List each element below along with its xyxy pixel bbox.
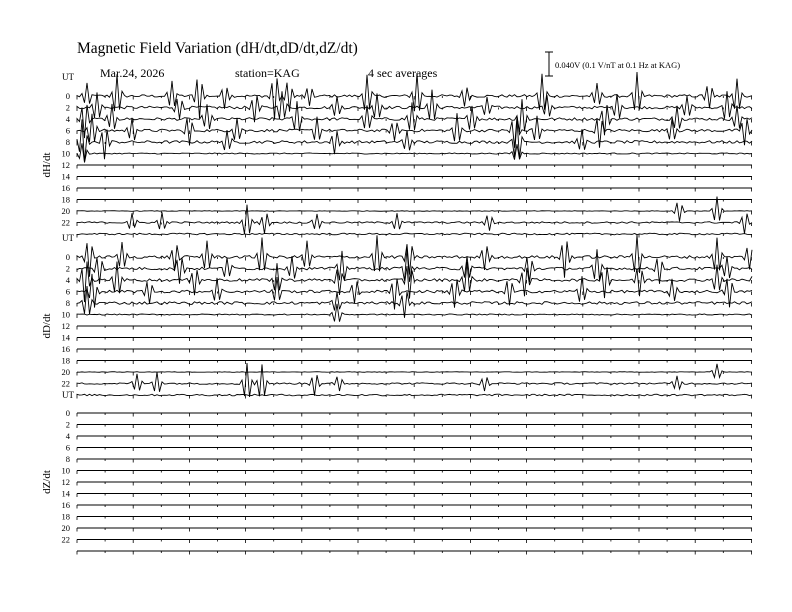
panel-dZ-dt <box>41 390 752 555</box>
hour-label: 4 <box>65 275 70 285</box>
panel-dD-dt <box>41 233 752 399</box>
scale-bar-label: 0.040V (0.1 V/nT at 0.1 Hz at KAG) <box>555 60 681 70</box>
panels-group <box>41 72 752 555</box>
trace-line <box>77 363 752 397</box>
hour-label: 6 <box>65 442 70 453</box>
ut-label: UT <box>62 72 74 82</box>
hour-label: 16 <box>61 344 70 354</box>
hour-label: 10 <box>61 148 70 159</box>
trace-line <box>77 286 752 318</box>
hour-label: 22 <box>61 217 70 228</box>
hour-label: 20 <box>61 206 70 216</box>
panel-dH-dt <box>41 72 752 238</box>
hour-label: 18 <box>61 355 70 366</box>
hour-label: 4 <box>65 431 70 441</box>
hour-label: 14 <box>61 488 70 499</box>
hour-label: 10 <box>61 309 70 320</box>
ut-label: UT <box>62 233 74 243</box>
hour-label: 2 <box>65 102 70 113</box>
scale-bar <box>545 52 553 76</box>
y-axis-label: dD/dt <box>41 313 53 339</box>
hour-label: 0 <box>65 91 70 101</box>
trace-line <box>77 143 752 162</box>
hour-label: 8 <box>65 454 70 464</box>
trace-line <box>77 394 752 396</box>
hour-label: 12 <box>61 477 70 487</box>
hour-label: 14 <box>61 332 70 343</box>
station-label: station=KAG <box>235 66 300 80</box>
hour-label: 6 <box>65 286 70 297</box>
hour-label: 16 <box>61 500 70 510</box>
hour-label: 12 <box>61 321 70 331</box>
y-axis-label: dZ/dt <box>41 470 53 494</box>
hour-label: 20 <box>61 367 70 377</box>
hour-label: 8 <box>65 137 70 147</box>
trace-line <box>77 205 752 234</box>
hour-label: 2 <box>65 419 70 430</box>
hour-label: 0 <box>65 408 70 418</box>
hour-label: 22 <box>61 378 70 389</box>
hour-label: 6 <box>65 125 70 136</box>
chart-title: Magnetic Field Variation (dH/dt,dD/dt,dZ/dt) <box>77 40 358 57</box>
hour-label: 0 <box>65 252 70 262</box>
hour-label: 2 <box>65 263 70 274</box>
date-label: Mar.24, 2026 <box>100 66 165 80</box>
hour-label: 20 <box>61 523 70 533</box>
hour-label: 18 <box>61 511 70 522</box>
hour-label: 12 <box>61 160 70 170</box>
hour-label: 22 <box>61 534 70 545</box>
hour-label: 18 <box>61 194 70 205</box>
y-axis-label: dH/dt <box>41 152 53 178</box>
hour-label: 4 <box>65 114 70 124</box>
hour-label: 14 <box>61 171 70 182</box>
hour-label: 16 <box>61 183 70 193</box>
hour-label: 10 <box>61 465 70 476</box>
hour-label: 8 <box>65 298 70 308</box>
averaging-label: 4 sec averages <box>368 66 438 80</box>
ut-label: UT <box>62 390 74 400</box>
